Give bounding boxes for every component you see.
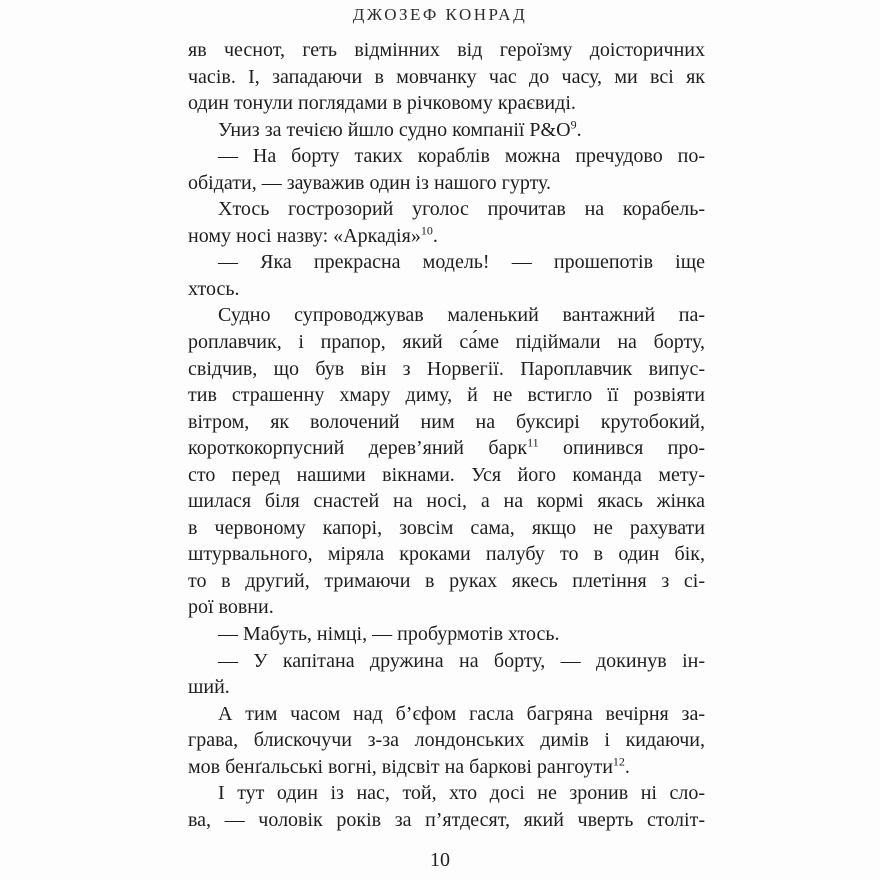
text-line: свідчив, що був він з Норвегії. Пароплавчик випус-: [188, 357, 705, 380]
text-line: — Яка прекрасна модель! — прошепотів іще: [218, 251, 705, 274]
text-line: Униз за течією йшло судно компанії $P\&O^9$.: [218, 116, 582, 141]
paragraph: [188, 37, 705, 117]
text-line: короткокорпусний дерев’яний барк$^{11}$ опинився про-: [188, 435, 705, 460]
footnote-ref: 9: [570, 116, 577, 131]
footnote-ref: 10: [420, 223, 433, 238]
paragraph: [188, 249, 705, 302]
paragraph: [188, 701, 705, 781]
text-line: один тонули поглядами в річковому краєвиді.: [188, 92, 576, 115]
text-line: то в другий, тримаючи в руках якесь плетіння з сі-: [188, 569, 705, 592]
running-head: ДЖОЗЕФ КОНРАД: [352, 5, 528, 24]
text-line: штурвального, міряла кроками палубу то в один бік,: [188, 543, 705, 566]
text-line: мов бенґальські вогні, відсвіт на баркові рангоути$^{12}$.: [188, 754, 630, 778]
text-line: Судно супроводжував маленький вантажний па-: [218, 304, 705, 327]
footnote-ref: 11: [527, 435, 539, 450]
text-line: часів. І, западаючи в мовчанку час до часу, ми всі як: [188, 65, 705, 88]
text-line: Хтось гострозорий уголос прочитав на корабель-: [218, 198, 705, 221]
paragraph: [188, 117, 705, 144]
page-number: 10: [430, 849, 450, 871]
text-line: ший.: [188, 676, 230, 699]
text-line: ва, — чоловік років за п’ятдесят, який чверть століт-: [188, 808, 705, 831]
paragraph: [188, 780, 705, 833]
text-line: вітром, як волочений ним на буксирі крутобокий,: [188, 410, 705, 433]
text-line: — На борту таких кораблів можна пречудово по-: [218, 145, 705, 168]
text-line: сто перед нашими вікнами. Уся його команда мету-: [188, 463, 705, 486]
text-line: грава, блискочучи з-за лондонських димів і кидаючи,: [188, 729, 705, 752]
text-line: хтось.: [188, 277, 240, 300]
text-line: роплавчик, і прапор, який са́ме підіймали на борту,: [188, 331, 705, 354]
paragraph: [188, 143, 705, 196]
text-line: І тут один із нас, той, хто досі не зронив ні сло-: [218, 782, 705, 805]
footnote-ref: 12: [612, 754, 625, 769]
paragraph: [188, 648, 705, 701]
text-line: — Мабуть, німці, — пробурмотів хтось.: [218, 623, 560, 646]
text-line: яв чеснот, геть відмінних від героїзму доісторичних: [188, 39, 705, 61]
text-line: — У капітана дружина на борту, — докинув ін-: [218, 649, 705, 672]
paragraph: [188, 196, 705, 249]
text-line: шилася біля снастей на носі, а на кормі якась жінка: [188, 490, 705, 513]
text-line: ному носі назву: «Аркадія»$^{10}$.: [188, 223, 438, 247]
paragraph: [188, 621, 705, 648]
paragraph: [188, 302, 705, 621]
text-line: А тим часом над б’єфом гасла багряна вечірня за-: [218, 702, 705, 725]
text-block: [188, 37, 705, 833]
text-line: тив страшенну хмару диму, й не встигло її розвіяти: [188, 384, 705, 407]
text-line: обідати, — зауважив один із нашого гурту.: [188, 171, 552, 194]
text-line: в червоному капорі, зовсім сама, якщо не рахувати: [188, 516, 705, 539]
text-line: рої вовни.: [188, 596, 274, 619]
